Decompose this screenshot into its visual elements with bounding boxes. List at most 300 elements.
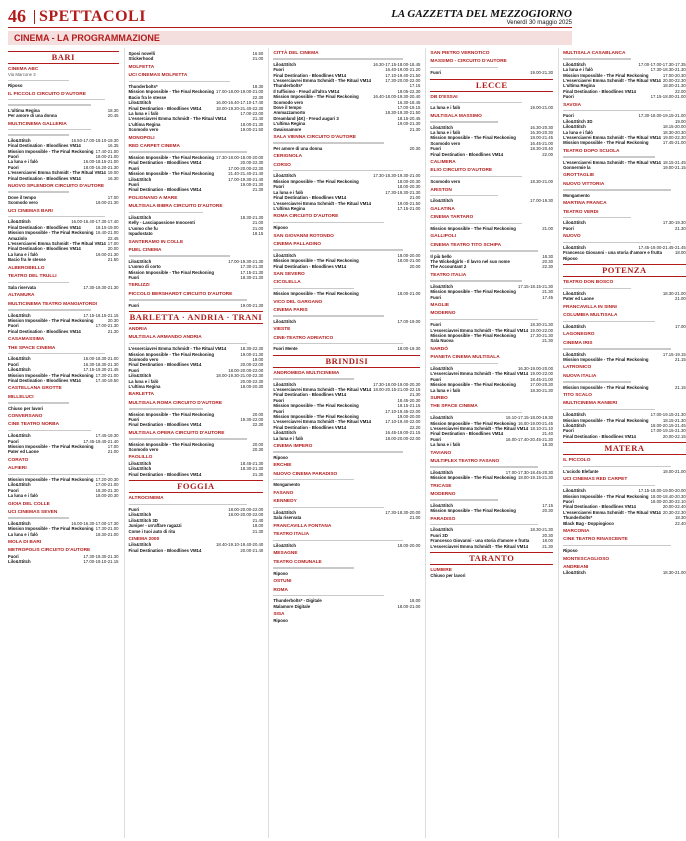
showtimes: 17.15-19.15 — [662, 351, 686, 357]
showtimes: 19.00-21.00 — [530, 105, 554, 111]
showtimes: 18.00-20.00 — [397, 543, 421, 549]
venue-name: SALA VIENNA CIRCUITO D'AUTORE — [273, 135, 357, 141]
showtimes: 21.15 — [674, 356, 686, 362]
showtime-row — [273, 482, 420, 487]
showtimes: 22.40 — [674, 520, 686, 526]
film-title: Fuori — [128, 165, 140, 171]
venue-listing — [273, 491, 420, 496]
venue-name: UCI CINEMAS BARI — [8, 208, 53, 214]
film-title: La luna e i falò — [8, 531, 38, 537]
venue-name: MULTISALA MASSIMO — [430, 113, 482, 119]
showtime-row — [8, 378, 119, 383]
showtime-row — [563, 570, 686, 575]
venue-info-line — [129, 149, 264, 154]
showtime-row — [563, 434, 686, 439]
newspaper-name: LA GAZZETTA DEL MEZZOGIORNO — [391, 7, 572, 20]
film-title: Riposo — [8, 83, 23, 89]
film-title: La luna e i falò — [273, 189, 304, 195]
film-title: Mission Impossible - The Final Reckoning — [563, 493, 649, 499]
film-title: L'ultima Regina — [8, 107, 40, 113]
venue-listing — [563, 365, 686, 370]
showtimes: 18.30 — [542, 253, 554, 259]
showtimes: 17.15 — [542, 502, 554, 508]
showtime-row — [430, 573, 553, 578]
showtimes: 22.30 — [252, 422, 264, 428]
venue-name: GROTTAGLIE — [563, 173, 595, 179]
film-title: Thunderbolts* — [563, 515, 593, 521]
showtimes: 18.15-21.30 — [662, 417, 686, 423]
film-title: Ammazzamorto — [273, 110, 306, 116]
venue-name: CASAMASSIMA — [8, 337, 45, 343]
showtimes: 16.10-17.15-18.00-19.30 — [505, 415, 554, 421]
showtimes: 17.30-18.30-19.30-21.00 — [373, 173, 421, 179]
header-divider — [34, 10, 35, 24]
city-heading: FOGGIA — [129, 480, 264, 493]
film-title: Lilo&Stitch — [128, 176, 152, 182]
film-title: Lilo&Stitch — [563, 220, 586, 226]
showtimes: 18.45-21.30 — [240, 460, 264, 466]
showtimes: 18.00-20.15-21.45 — [650, 422, 686, 428]
film-title: Mission Impossible - The Final Reckoning — [128, 171, 214, 177]
showtimes: 17.00-19.15 — [397, 105, 421, 111]
venue-listing — [8, 458, 119, 463]
film-title: Gwaissamore — [273, 126, 302, 132]
film-title: Dove il tempo — [273, 105, 302, 111]
showtimes: 21.30 — [674, 225, 686, 231]
showtimes: 19.00-21.30 — [95, 200, 119, 206]
showtimes: 21.30 — [542, 338, 554, 344]
showtimes: 16.40-19.00-21.20 — [385, 67, 421, 73]
venue-name: MARCONIA — [563, 529, 590, 535]
listing-banner: CINEMA - LA PROGRAMMAZIONE — [8, 31, 572, 45]
film-title: Mission Impossible - The Final Reckoning — [430, 332, 516, 338]
showtimes: 18.30 — [542, 442, 554, 448]
venue-listing — [430, 168, 553, 184]
showtimes: 17.15-18.00-19.00-20.00 — [638, 488, 686, 494]
showtimes: 18.00-21.30 — [240, 121, 264, 127]
film-title: Lilo&Stitch — [273, 252, 296, 258]
showtime-row — [8, 329, 119, 334]
showtime-row — [129, 56, 264, 61]
venue-listing — [563, 341, 686, 363]
film-title: Lilo&Stitch — [430, 502, 454, 508]
showtimes: 21.40 — [252, 116, 264, 122]
venue-name: UCI CINEMAS MOLFETTA — [128, 73, 188, 79]
venue-name: MOLFETTA — [128, 64, 155, 70]
film-title: Riposo — [563, 548, 578, 554]
venue-listing — [430, 517, 553, 549]
showtimes: 18.00-19.20-21.40-22.30 — [216, 105, 264, 111]
showtimes: 19.00-21.30 — [240, 351, 264, 357]
film-title: La luna e i falò — [128, 111, 159, 117]
showtime-row — [273, 291, 420, 296]
venue-listing — [8, 209, 119, 263]
showtimes: 17.45-21.00 — [662, 140, 686, 146]
showtimes: 18.30 — [674, 515, 686, 521]
venue-info-line — [430, 174, 553, 179]
venue-listing — [430, 303, 553, 308]
masthead — [391, 8, 572, 26]
showtimes: 18.30-21.30 — [95, 487, 119, 493]
film-title: Lilo&Stitch — [563, 351, 586, 357]
venue-name: ROMA CIRCUITO D'AUTORE — [273, 214, 339, 220]
showtimes: 17.15-18.15-21.30 — [517, 283, 554, 289]
venue-name: TEATRO DOPO SCUOLA — [563, 148, 620, 154]
venue-address: Via Marcone 3 — [8, 72, 36, 78]
venue-name: CINEMA PARIS — [273, 307, 308, 313]
venue-info-line — [563, 407, 686, 412]
venue-info-line — [129, 79, 264, 84]
city-heading: LECCE — [430, 79, 553, 92]
venue-listing — [563, 458, 686, 474]
film-title: Fuori — [8, 438, 19, 444]
venue-listing — [273, 308, 420, 324]
venue-name: CINEMA ABC — [8, 67, 39, 72]
film-title: L'esserciavrei Emma Schmidt - The Ritual VM14 — [273, 78, 372, 84]
venue-name: FRANCAVILLA FONTANA — [273, 523, 332, 529]
showtimes: 18.00 — [409, 598, 421, 604]
showtimes: 20.30 — [542, 259, 554, 265]
showtime-row — [8, 449, 119, 454]
venue-name: TEATRO DON BOSCO — [563, 280, 614, 286]
venue-listing — [273, 163, 420, 212]
venue-info-line — [8, 78, 119, 83]
showtimes: 21.15 — [674, 384, 686, 390]
showtimes: 21.40 — [252, 517, 264, 523]
film-title: Fuori — [563, 113, 574, 119]
film-title: Lilo&Stitch — [563, 422, 586, 428]
showtimes: 18.30-21.30 — [530, 527, 554, 533]
showtimes: 22.00 — [542, 151, 554, 157]
venue-listing — [430, 459, 553, 481]
film-title: Lilo&Stitch — [430, 469, 454, 475]
film-title: Black Bag - Doppiogioco — [563, 520, 614, 526]
film-title: La luna e i falò — [430, 105, 461, 111]
film-title: Fuori — [128, 302, 140, 308]
venue-name: MONOPOLI — [128, 135, 155, 141]
showtimes: 16.45-19.00-21.15 — [385, 430, 421, 436]
showtimes: 17.00-19.15-21.30 — [650, 412, 686, 418]
film-title: Scomodo vero — [273, 99, 304, 105]
film-title: Lilo&Stitch — [128, 373, 152, 379]
venue-listing — [129, 204, 264, 236]
venue-listing — [8, 466, 119, 498]
film-title: La luna e i falò — [273, 435, 304, 441]
showtimes: 17.10-19.40-21.50 — [385, 72, 421, 78]
film-title: Final Destination - Bloodlines VM14 — [273, 424, 347, 430]
venue-listing — [8, 274, 119, 290]
film-title: L'ultima Regina — [563, 83, 595, 89]
showtimes: 18.30-19.30-21.50 — [385, 110, 421, 116]
showtimes: 19.00 — [107, 170, 119, 176]
showtimes: 21.30 — [409, 392, 421, 398]
film-title: La luna e i falò — [430, 442, 461, 448]
showtimes: 18.45-21.00 — [530, 376, 554, 382]
venue-info-line — [430, 361, 553, 366]
film-title: Juniper - un'affare ragazzi — [128, 523, 182, 529]
showtimes: 17.30-21.00 — [95, 526, 119, 532]
showtime-row — [8, 406, 119, 411]
showtimes: 21.30 — [107, 328, 119, 334]
venue-name: COLUMBIA MULTISALA — [563, 313, 618, 319]
venue-name: SISA — [273, 612, 285, 618]
venue-info-line — [8, 214, 119, 219]
venue-listing — [430, 355, 553, 393]
showtimes: 21.00 — [252, 56, 264, 62]
film-title: Fuori 3D — [430, 532, 448, 538]
film-title: Riposo — [273, 617, 288, 623]
venue-name: TERLIZZI — [128, 283, 150, 289]
showtimes: 18.00-21.00 — [662, 469, 686, 474]
showtime-row — [430, 226, 553, 231]
venue-info-line — [273, 538, 420, 543]
film-title: Thunderbolts* — [273, 83, 303, 89]
venue-listing — [273, 579, 420, 584]
venue-name: THE SPACE CINEMA — [430, 404, 478, 410]
showtime-row — [129, 529, 264, 534]
venue-name: PUEL CINEMA — [128, 247, 162, 253]
showtimes: 21.30 — [252, 528, 264, 534]
venue-listing — [129, 65, 264, 70]
venue-listing — [430, 311, 553, 343]
showtimes: 20.00-22.30 — [240, 378, 264, 384]
venue-name: MESAGNE — [273, 551, 298, 557]
film-title: Mongamento — [273, 482, 301, 488]
showtime-row — [563, 256, 686, 261]
showtimes: 18.00-19.30 — [397, 346, 421, 352]
film-title: L'ultima Regina — [128, 384, 161, 390]
showtime-row — [563, 548, 686, 553]
film-title: Fuori — [128, 506, 140, 512]
film-title: Final Destination - Bloodlines VM14 — [8, 175, 81, 181]
venue-listing — [430, 492, 553, 514]
film-title: L'esserciavrei Emma Schmidt - The Ritual VM14 — [8, 241, 106, 247]
film-title: Final Destination - Bloodlines VM14 — [273, 263, 347, 269]
showtime-row — [563, 226, 686, 231]
film-title: Lilo&Stitch — [273, 318, 296, 324]
venue-name: CALIMERA — [430, 160, 456, 166]
venue-listing — [430, 568, 553, 579]
showtimes: 20.45 — [107, 113, 119, 119]
film-title: Amazinlo — [8, 235, 28, 241]
film-title: Lilo&Stitch — [273, 173, 296, 179]
venue-info-line — [430, 100, 553, 105]
film-title: Lilo&Stitch — [563, 323, 586, 329]
showtimes: 18.15-20.45 — [397, 115, 421, 121]
showtimes: 19.00-21.50 — [397, 200, 421, 206]
showtimes: 18.00-21.45 — [530, 135, 554, 141]
venue-name: PICCOLO BERSHARDT CIRCUITO D'AUTORE — [128, 291, 233, 297]
showtimes: 21.30 — [252, 187, 264, 193]
venue-info-line — [273, 505, 420, 510]
venue-listing — [273, 272, 420, 277]
showtimes: 16.30-18.30-21.30 — [83, 361, 119, 367]
venue-listing — [273, 214, 420, 230]
film-title: Mission Impossible - The Final Reckoning — [273, 403, 359, 409]
showtimes: 21.40-21.40-21.40 — [228, 171, 264, 177]
film-title: Malamore Digitale — [273, 603, 311, 609]
showtimes: 20.00-22.30 — [240, 160, 264, 166]
showtimes: 18.00-20.30 — [95, 493, 119, 499]
showtimes: 18.30-21.00 — [662, 290, 686, 296]
showtimes: 17.30-19.30-21.30 — [385, 189, 421, 195]
venue-info-line — [273, 56, 420, 61]
venue-listing — [430, 188, 553, 204]
showtimes: 20.30 — [252, 447, 264, 453]
film-title: Mongamento — [563, 192, 590, 198]
film-title: Scomodo vero — [8, 200, 38, 206]
film-title: La luna e i falò — [563, 129, 593, 135]
showtimes: 17.30-19.30-21.30 — [83, 553, 119, 559]
film-title: Lilo&Stitch — [128, 466, 152, 472]
venue-info-line — [563, 240, 686, 245]
showtime-row — [430, 152, 553, 157]
venue-info-line — [129, 502, 264, 507]
venue-listing — [430, 273, 553, 300]
showtime-row — [8, 532, 119, 537]
showtimes: 19.05-22.30 — [397, 88, 421, 94]
showtimes: 20.00 — [409, 263, 421, 269]
showtimes: 17.15-18.15-21.15 — [83, 312, 119, 318]
film-title: Lilo&Stitch — [563, 290, 586, 296]
showtimes: 20.00 — [252, 441, 264, 447]
showtimes: 17.10-19.45-22.00 — [385, 408, 421, 414]
film-title: Fuori — [430, 436, 442, 442]
showtime-row — [430, 198, 553, 203]
showtime-row — [129, 422, 264, 427]
venue-listing — [563, 401, 686, 439]
venue-info-line — [8, 428, 119, 433]
showtimes: 17.00-20.00-22.30 — [228, 165, 264, 171]
film-title: La luna e i falò — [8, 251, 38, 257]
film-title: Mission Impossible - The Final Reckoning — [128, 269, 214, 275]
venue-info-line — [430, 522, 553, 527]
film-title: La luna e i falò — [430, 387, 461, 393]
venue-info-line — [8, 472, 119, 477]
showtimes: 17.15-19.30-21.45 — [83, 367, 119, 373]
film-title: Lilo&Stitch — [128, 214, 152, 220]
venue-name: MAGLIE — [430, 302, 450, 308]
film-title: Mission Impossible - The Final Reckoning — [273, 291, 359, 297]
showtimes: 17.15-21.30 — [240, 269, 264, 275]
showtime-row — [273, 618, 420, 623]
venue-listing — [563, 210, 686, 232]
venue-name: CINEMA TEATRO TITO SCHIPA — [430, 242, 502, 248]
showtimes: 18.30-21.00 — [530, 179, 554, 185]
showtimes: 16.00-18.15-21.00 — [83, 159, 119, 165]
venue-listing — [8, 184, 119, 206]
film-title: Mission Impossible - The Final Reckoning — [563, 384, 649, 390]
showtime-row — [129, 548, 264, 553]
showtimes: 21.00 — [252, 225, 264, 231]
showtimes: 17.00-21.30 — [95, 323, 119, 329]
film-title: Lilo&Stitch — [128, 542, 152, 548]
showtimes: 17.00-17.00-17.30-17.35 — [638, 61, 686, 67]
venue-name: ALTAMURA — [8, 293, 35, 299]
venue-listing — [8, 266, 119, 271]
venue-name: MASSIMO - CIRCUITO D'AUTORE — [430, 59, 507, 65]
venue-name: PAOLILLO — [128, 455, 153, 461]
venue-name: DB D'ESSAI — [430, 94, 458, 100]
showtime-row — [273, 225, 420, 230]
venue-name: LAGONEGRO — [563, 332, 595, 338]
showtimes: 16.35 — [107, 143, 119, 149]
venue-info-line — [430, 410, 553, 415]
film-title: Lilo&Stitch — [563, 61, 586, 67]
film-title: Lilo&Stitch — [563, 244, 586, 250]
film-title: Mission Impossible - The Final Reckoning — [8, 148, 94, 154]
film-title: Final Destination - Bloodlines VM14 — [128, 187, 202, 193]
showtimes: 20.00 — [107, 246, 119, 252]
showtimes: 17.30-18.30-20.00 — [385, 510, 421, 516]
showtimes: 17.15-21.00 — [397, 205, 421, 211]
showtimes: 21.00 — [542, 226, 554, 232]
film-title: Fuori — [430, 322, 442, 328]
venue-listing — [273, 135, 420, 151]
venue-name: METROPOLIS CIRCUITO D'AUTORE — [8, 548, 91, 554]
venue-listing — [430, 95, 553, 111]
showtimes: 16.30-20.30 — [530, 124, 554, 130]
city-heading: POTENZA — [563, 264, 686, 277]
showtimes: 17.30-19.30 — [662, 220, 686, 226]
film-title: Lilo&Stitch — [128, 460, 152, 466]
venue-name: NUOVA ITALIA — [563, 373, 597, 379]
film-title: Lilo&Stitch — [563, 412, 586, 418]
film-title: L'esserciavrei Emma Schmidt - The Ritual VM14 — [273, 419, 372, 425]
venue-listing — [563, 201, 686, 206]
showtimes: 18.30-22.30 — [240, 346, 264, 352]
venue-listing — [563, 557, 686, 562]
showtimes: 20.30 — [542, 508, 554, 514]
venue-name: MODERNO — [430, 492, 456, 498]
venue-listing — [8, 67, 119, 89]
venue-info-line — [273, 449, 420, 454]
venue-listing — [430, 114, 553, 157]
showtimes: 17.00-22.00 — [240, 111, 264, 117]
venue-name: ANDREANI — [563, 565, 589, 571]
showtimes: 16.50-17.00-19.10-19.30 — [71, 137, 119, 143]
film-title: Lilo&Stitch — [273, 61, 296, 67]
showtimes: 17.30-21.00 — [95, 372, 119, 378]
showtime-row — [8, 200, 119, 205]
showtime-row — [563, 385, 686, 390]
showtime-row — [430, 105, 553, 110]
venue-listing — [430, 484, 553, 489]
film-title: Fuori — [430, 70, 442, 76]
showtime-row — [8, 493, 119, 498]
venue-info-line — [430, 119, 553, 124]
film-title: Lilo&Stitch — [8, 367, 31, 373]
film-title: Lilo&Stitch — [8, 482, 31, 488]
venue-name: RED CARPET CINEMA — [128, 144, 180, 150]
showtimes: 20.30-22.30 — [662, 509, 686, 515]
venue-info-line — [8, 132, 119, 137]
venue-info-line — [273, 565, 420, 570]
film-title: Sposi novelli — [128, 51, 156, 56]
showtimes: 18.00-18.40-20.30 — [650, 493, 686, 499]
showtimes: 17.45-19.40-21.40 — [83, 438, 119, 444]
showtimes: 17.00-19.00 — [397, 318, 421, 324]
venue-listing — [430, 59, 553, 75]
venue-name: NUOVO SPLENDOR CIRCUITO D'AUTORE — [8, 184, 105, 190]
showtimes: 17.10-19.40-22.00 — [385, 419, 421, 425]
film-title: Fuori — [563, 225, 574, 231]
venue-listing — [129, 51, 264, 62]
venue-info-line — [273, 477, 420, 482]
venue-name: ERCHIE — [273, 463, 292, 469]
film-title: L'uomo di corto — [128, 264, 161, 270]
venue-listing — [430, 404, 553, 447]
